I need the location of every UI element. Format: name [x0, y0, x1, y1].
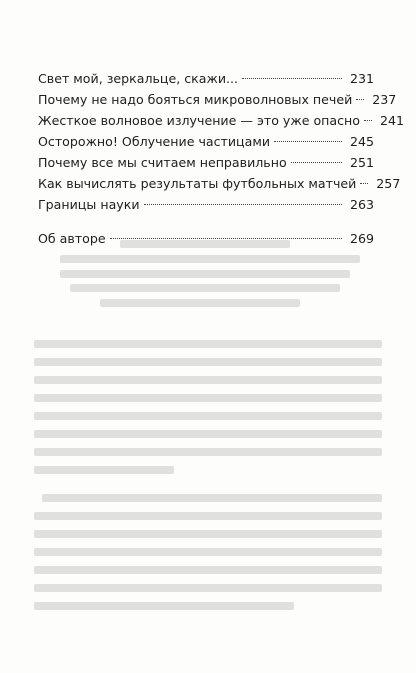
table-of-contents — [38, 68, 404, 249]
toc-entry[interactable] — [38, 173, 401, 194]
toc-leader-dots — [144, 204, 342, 205]
toc-entry-title: Осторожно! Облучение частицами — [38, 134, 271, 149]
toc-entry[interactable] — [38, 68, 374, 89]
toc-entry-title: Почему не надо бояться микроволновых печей — [38, 92, 353, 107]
toc-entry-page: 245 — [349, 134, 374, 149]
toc-entry-page: 263 — [349, 197, 374, 212]
toc-leader-dots — [364, 120, 372, 121]
toc-leader-dots — [291, 162, 342, 163]
toc-entry[interactable] — [38, 152, 374, 173]
toc-leader-dots — [242, 78, 342, 79]
toc-entry-page: 269 — [349, 231, 374, 246]
toc-entry-title: Почему все мы считаем неправильно — [38, 155, 287, 170]
toc-entry-page: 241 — [379, 113, 404, 128]
toc-leader-dots — [110, 238, 342, 239]
toc-entry-title: Об авторе — [38, 231, 106, 246]
toc-entry-title: Границы науки — [38, 197, 140, 212]
toc-entry-title: Как вычислять результаты футбольных матчей — [38, 176, 357, 191]
toc-entry[interactable] — [38, 89, 397, 110]
toc-entry-page: 257 — [376, 176, 401, 191]
toc-entry-title: Свет мой, зеркальце, скажи... — [38, 71, 239, 86]
toc-entry-about-author[interactable] — [38, 228, 374, 249]
toc-leader-dots — [360, 183, 368, 184]
toc-entry-page: 237 — [372, 92, 397, 107]
toc-entry-page: 231 — [349, 71, 374, 86]
toc-entry-title: Жесткое волновое излучение — это уже опасно — [38, 113, 360, 128]
toc-entry[interactable] — [38, 131, 374, 152]
toc-entry-page: 251 — [349, 155, 374, 170]
toc-entry[interactable] — [38, 110, 404, 131]
toc-leader-dots — [274, 141, 342, 142]
toc-entry[interactable] — [38, 194, 374, 215]
toc-leader-dots — [356, 99, 364, 100]
